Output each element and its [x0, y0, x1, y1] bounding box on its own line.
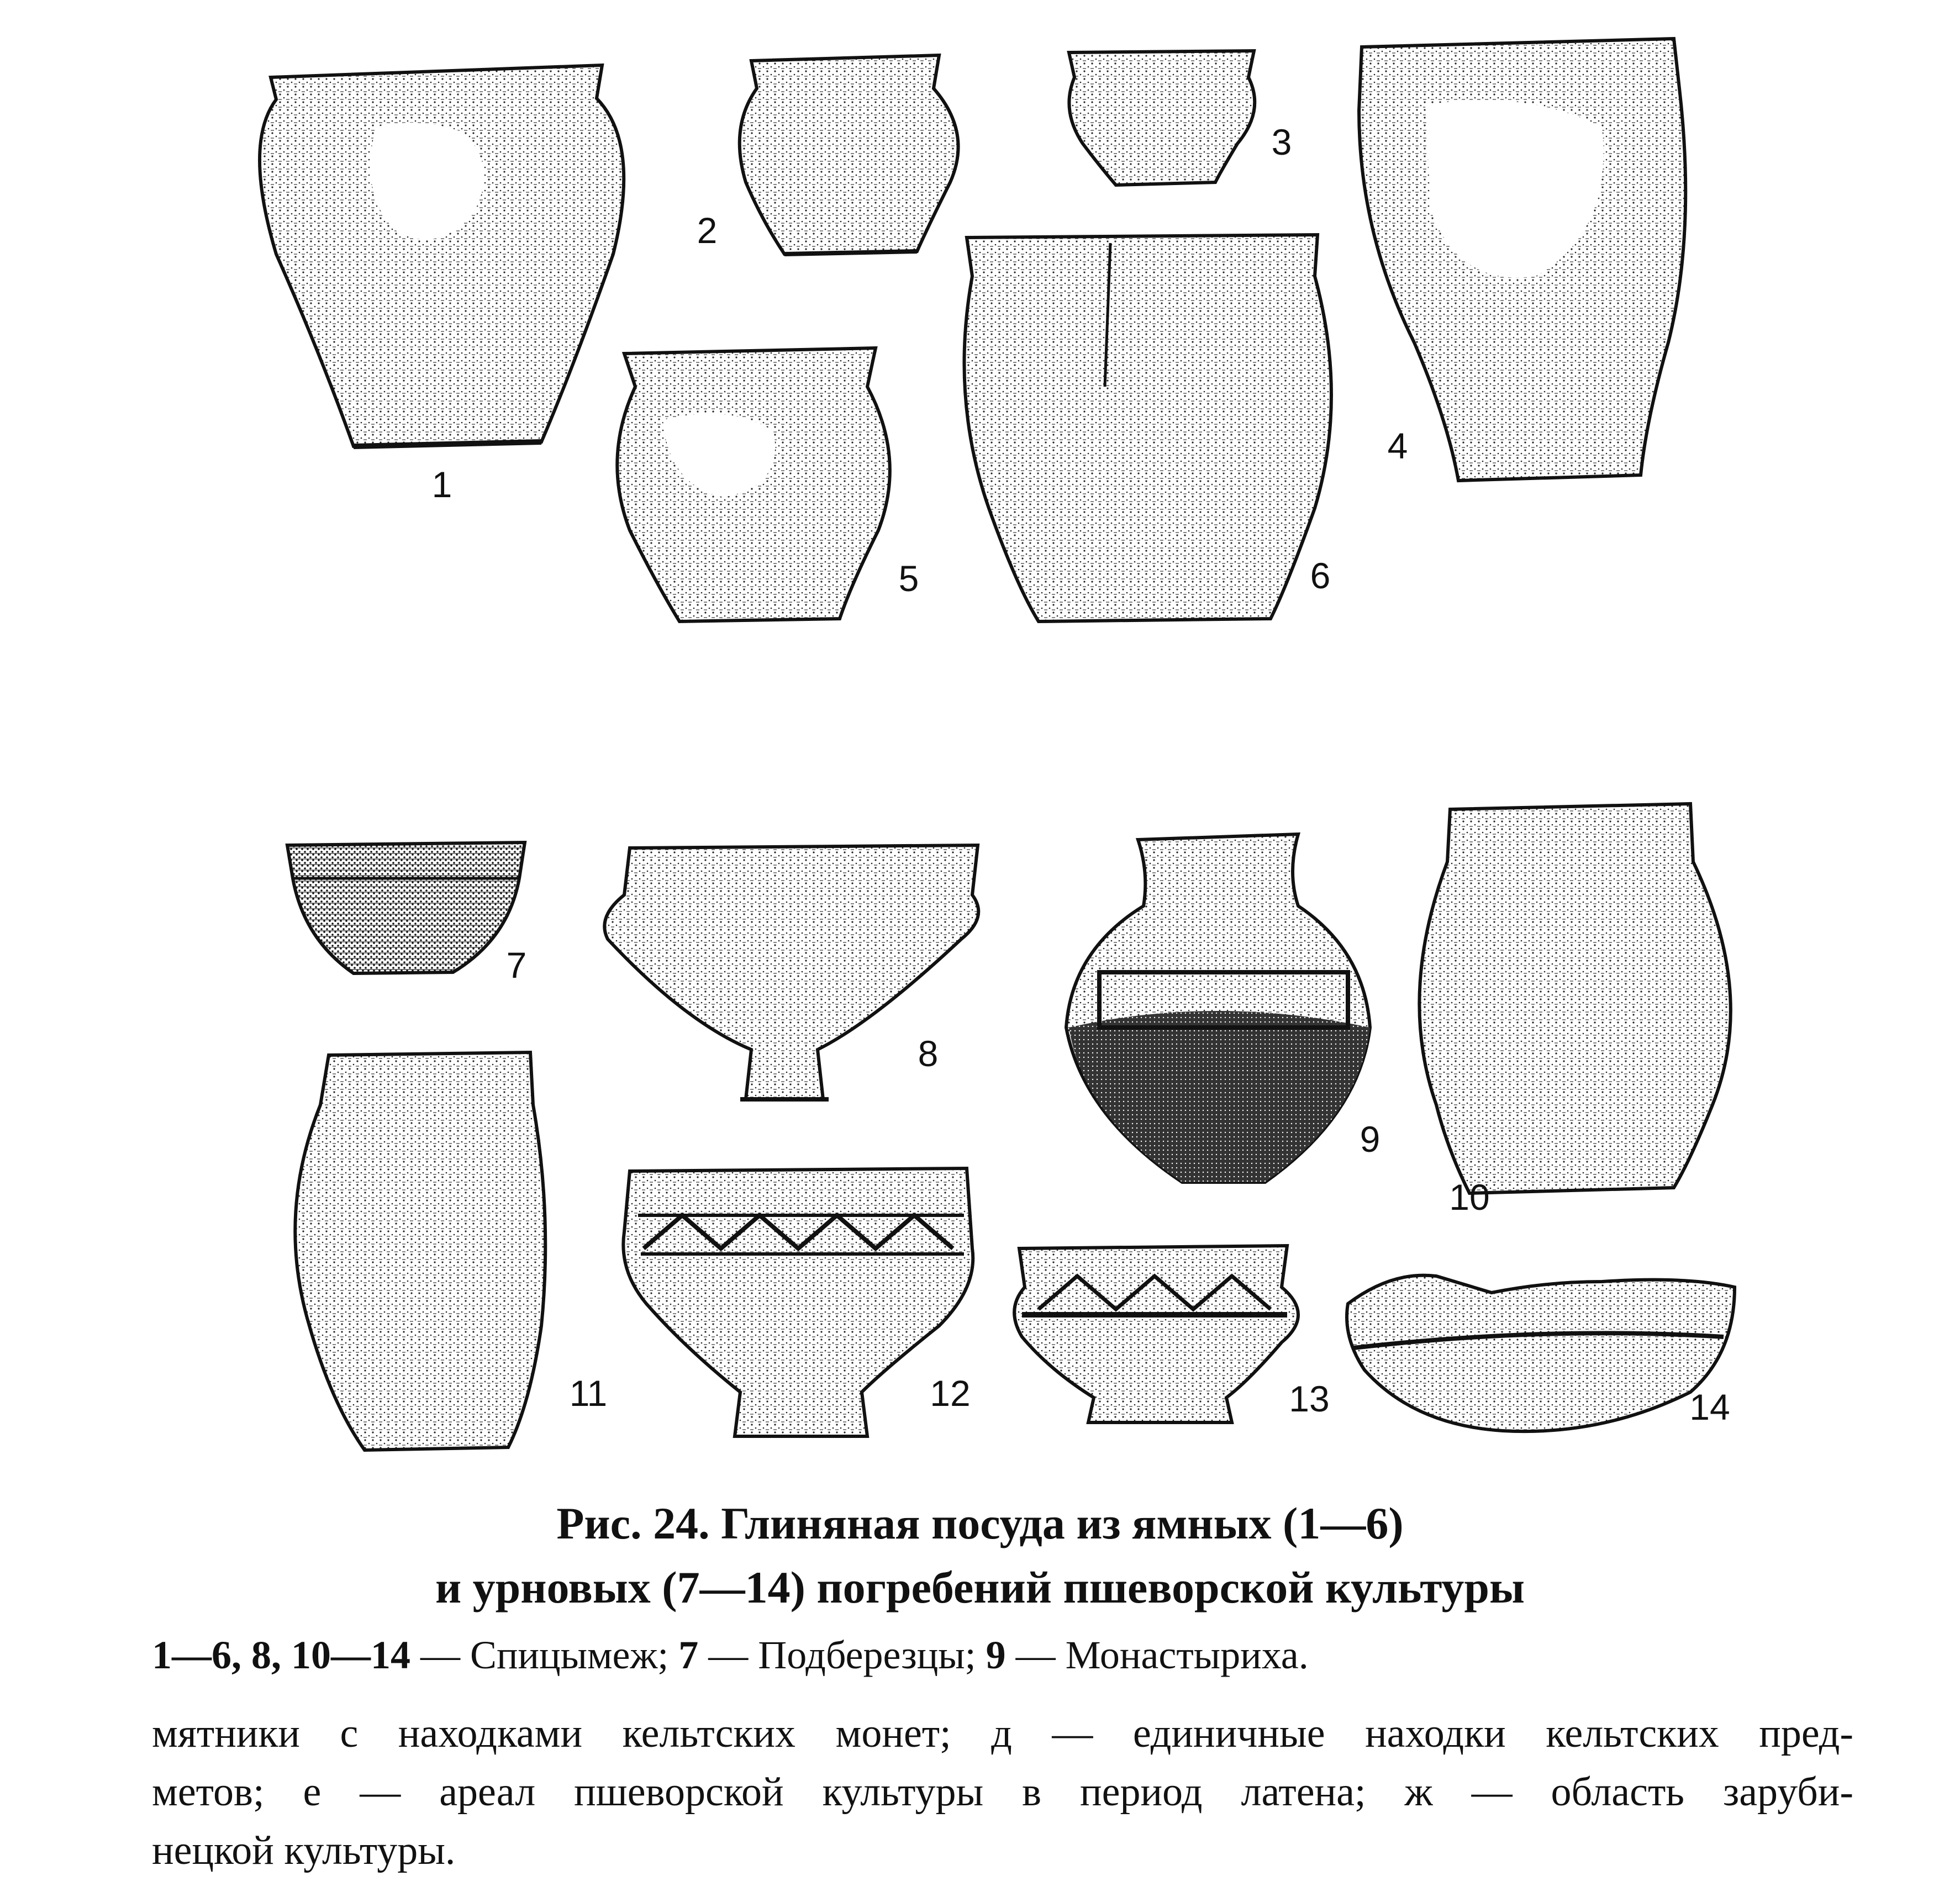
vessel-number: 10 [1449, 1177, 1490, 1218]
legend-site-3: — Монастыриха. [1005, 1633, 1309, 1677]
legend-numbers-2: 7 [678, 1633, 699, 1677]
vessel-12 [623, 1168, 973, 1436]
vessel-number: 3 [1271, 122, 1292, 162]
caption-line-1: Рис. 24. Глиняная посуда из ямных (1—6) [556, 1498, 1404, 1548]
vessel-9 [1066, 834, 1370, 1182]
vessel-number: 4 [1387, 425, 1408, 466]
vessel-1 [260, 65, 624, 446]
body-text-line: нецкой культуры. [152, 1828, 456, 1873]
vessel-number: 5 [898, 558, 919, 599]
figure-legend [152, 1632, 1309, 1678]
vessel-11 [295, 1052, 545, 1450]
vessel-6 [964, 235, 1331, 621]
caption-line-2: и урновых (7—14) погребений пшеворской культуры [435, 1562, 1525, 1613]
vessel-number: 14 [1689, 1387, 1730, 1427]
vessel-number: 13 [1289, 1378, 1330, 1419]
vessel-number: 9 [1360, 1119, 1381, 1160]
vessel-13 [1014, 1246, 1298, 1422]
legend-numbers-3: 9 [986, 1633, 1006, 1677]
body-text-line: метов; е — ареал пшеворской культуры в период латена; ж — область заруби- [152, 1769, 1853, 1815]
legend-numbers-1: 1—6, 8, 10—14 [152, 1633, 410, 1677]
body-text-line: мятники с находками кельтских монет; д — единичные находки кельтских пред- [152, 1711, 1853, 1756]
vessel-number: 12 [930, 1373, 971, 1414]
vessel-10 [1419, 804, 1730, 1193]
body-text-fragment [152, 1704, 1853, 1880]
vessel-number: 1 [431, 464, 452, 505]
vessel-5 [617, 348, 890, 621]
vessel-number: 2 [697, 210, 718, 251]
vessel-14 [1347, 1276, 1735, 1432]
vessel-7 [287, 842, 525, 973]
legend-site-2: — Подберезцы; [698, 1633, 986, 1677]
legend-site-1: — Спицымеж; [410, 1633, 679, 1677]
vessel-2 [740, 55, 958, 254]
vessel-number: 7 [506, 945, 527, 986]
figure-caption [0, 1492, 1960, 1620]
vessel-number: 8 [918, 1033, 939, 1074]
vessel-number: 11 [569, 1373, 608, 1414]
vessel-3 [1069, 51, 1255, 185]
vessel-number: 6 [1310, 555, 1331, 596]
vessel-4 [1359, 39, 1685, 481]
